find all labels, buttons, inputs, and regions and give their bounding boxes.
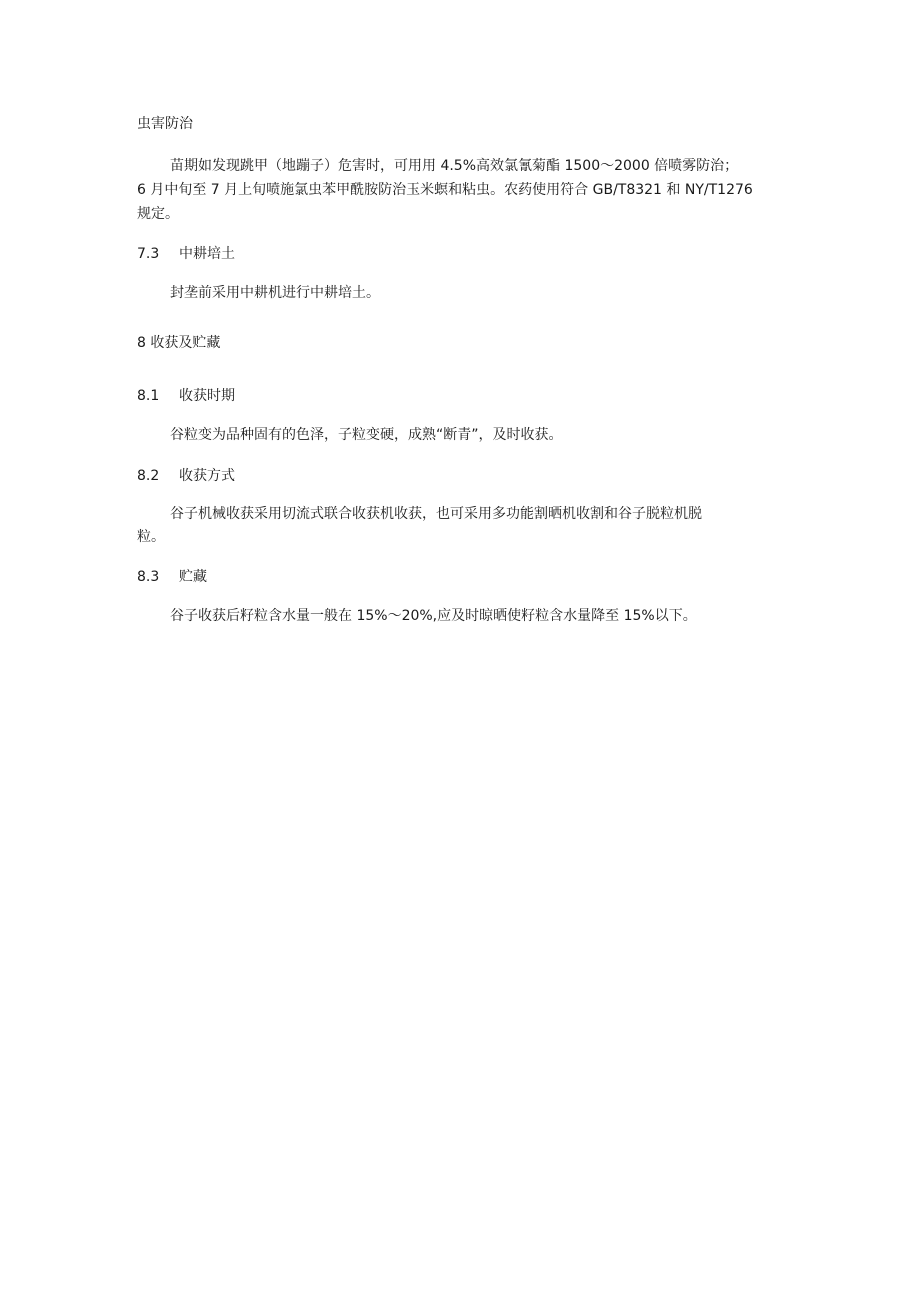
section-number: 8.2 bbox=[137, 468, 160, 484]
section-number: 8.1 bbox=[137, 388, 160, 404]
section-8-2-text-line-1: 谷子机械收获采用切流式联合收获机收获，也可采用多功能割晒机收割和谷子脱粒机脱 bbox=[170, 506, 702, 522]
section-number: 8.3 bbox=[137, 569, 160, 585]
section-title: 贮藏 bbox=[179, 569, 207, 585]
section-title: 收获方式 bbox=[179, 468, 235, 484]
section-8-3-text: 谷子收获后籽粒含水量一般在 15%～20%,应及时晾晒使籽粒含水量降至 15%以下。 bbox=[170, 608, 697, 624]
section-7-3-heading bbox=[137, 244, 235, 264]
section-7-3-text: 封垄前采用中耕机进行中耕培土。 bbox=[170, 285, 380, 301]
section-number: 7.3 bbox=[137, 246, 160, 262]
section-8-1-heading bbox=[137, 386, 235, 406]
chapter-8-heading: 8 收获及贮藏 bbox=[137, 335, 221, 351]
section-8-1-text: 谷粒变为品种固有的色泽，子粒变硬，成熟“断青”，及时收获。 bbox=[170, 427, 563, 443]
pest-control-heading: 虫害防治 bbox=[137, 116, 193, 132]
section-title: 收获时期 bbox=[179, 388, 235, 404]
section-8-2-heading bbox=[137, 466, 235, 486]
pest-control-paragraph-line-1: 苗期如发现跳甲（地蹦子）危害时，可用用 4.5%高效氯氰菊酯 1500～2000 倍喷雾防治； bbox=[170, 158, 739, 174]
section-8-3-heading bbox=[137, 567, 207, 587]
section-8-2-text-line-2: 粒。 bbox=[137, 529, 165, 545]
section-title: 中耕培土 bbox=[179, 246, 235, 262]
pest-control-paragraph-line-2: 6 月中旬至 7 月上旬喷施氯虫苯甲酰胺防治玉米螟和粘虫。农药使用符合 GB/T8321 和 NY/T1276 bbox=[137, 182, 753, 198]
pest-control-paragraph-line-3: 规定。 bbox=[137, 206, 179, 222]
